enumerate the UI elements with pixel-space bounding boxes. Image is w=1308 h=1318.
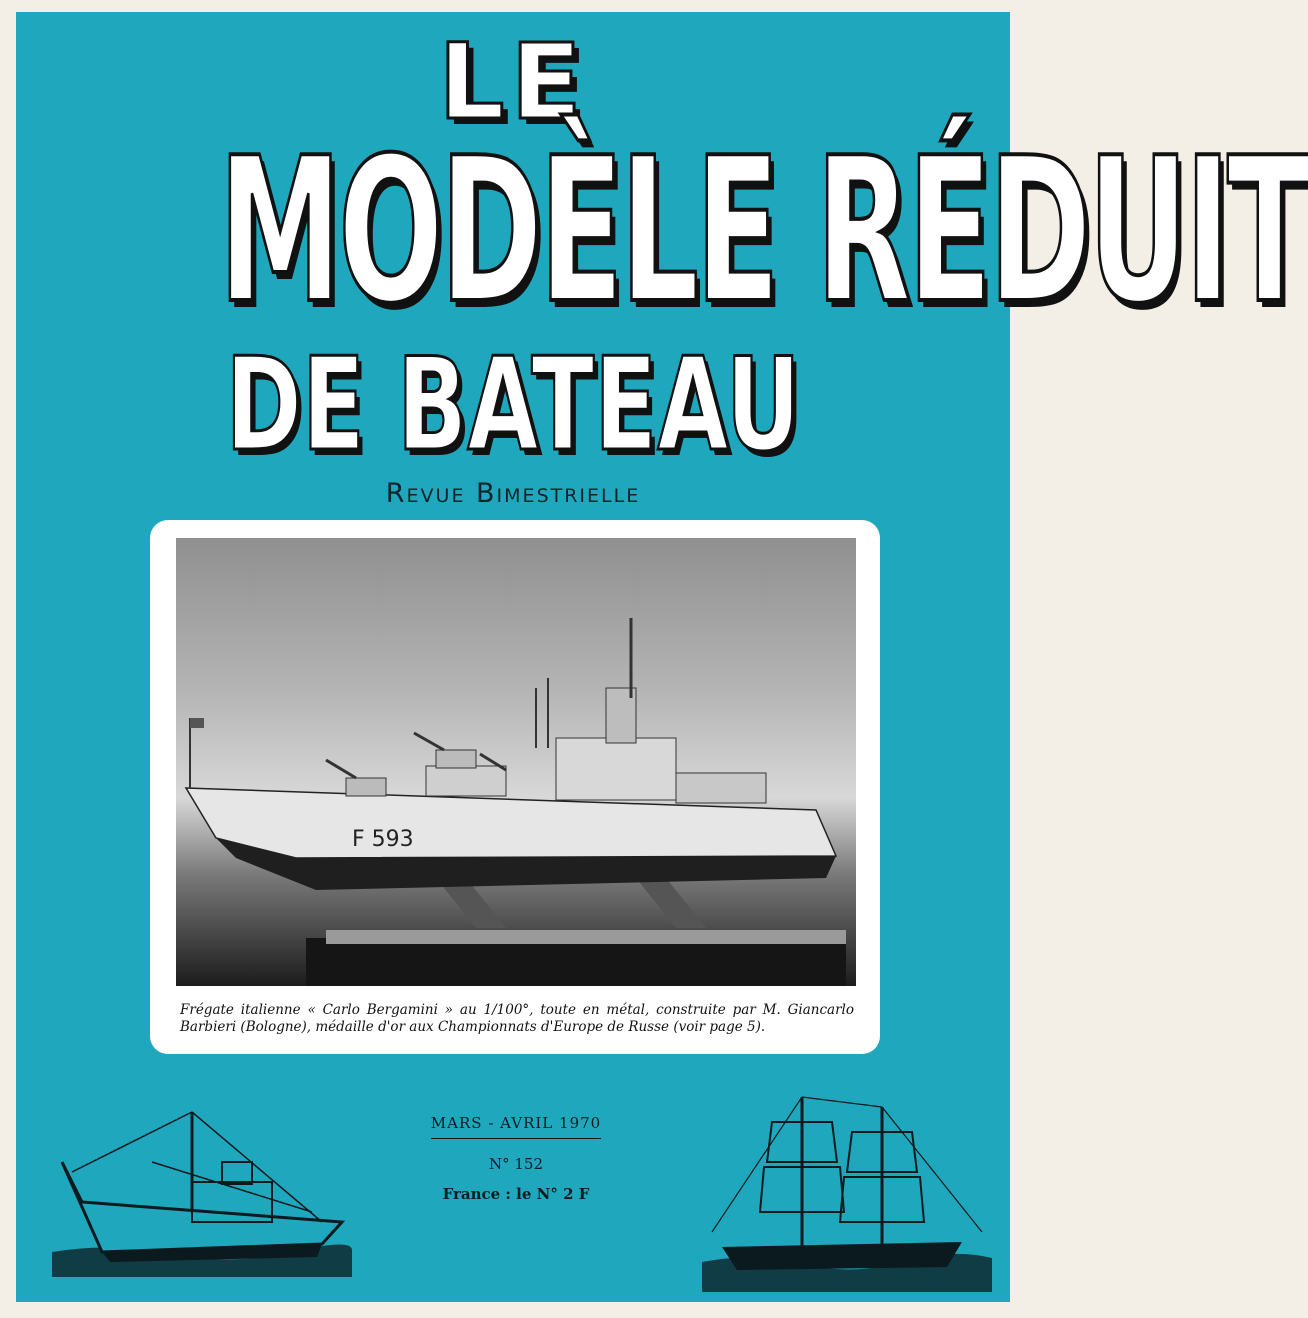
tagline: Revue Bimestrielle bbox=[385, 478, 641, 509]
issue-price: France : le N° 2 F bbox=[442, 1185, 590, 1203]
masthead-le: LE bbox=[438, 21, 588, 143]
trawler-drawing bbox=[52, 1102, 352, 1277]
magazine-cover bbox=[16, 12, 1308, 1302]
frigate-photo bbox=[176, 538, 856, 986]
sailing-brig-drawing bbox=[702, 1082, 992, 1292]
frigate-illustration bbox=[176, 538, 856, 986]
photo-card bbox=[150, 520, 880, 1054]
masthead-title: MODÈLE RÉDUIT bbox=[218, 115, 1308, 348]
photo-caption: Frégate italienne « Carlo Bergamini » au 1/100°, toute en métal, construite par M. Giancarlo Barbieri (Bologne), médaille d'or aux Championnats d'Europe de Russe (voir page 5). bbox=[180, 1002, 854, 1035]
issue-date: MARS - AVRIL 1970 bbox=[431, 1114, 601, 1139]
hull-number: F 593 bbox=[352, 827, 414, 852]
issue-info bbox=[401, 1114, 631, 1203]
issue-number: N° 152 bbox=[488, 1155, 544, 1173]
masthead-subtitle: DE BATEAU bbox=[225, 331, 801, 480]
